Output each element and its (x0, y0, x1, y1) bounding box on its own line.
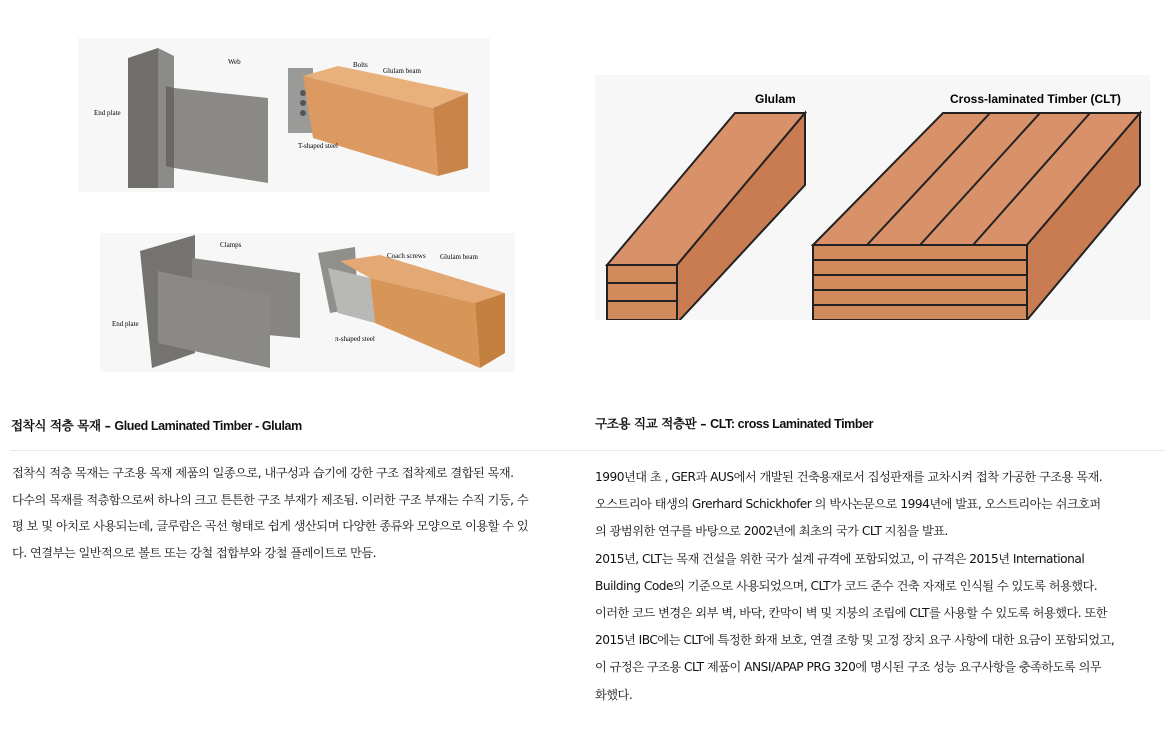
paragraph-line: 다수의 목재를 적층함으로써 하나의 크고 튼튼한 구조 부재가 제조됨. 이러한 구조 부재는 수직 기둥, 수 (12, 492, 529, 507)
glulam-heading-en: Glued Laminated Timber - Glulam (114, 419, 302, 433)
glulam-t-steel-connection-figure (78, 38, 490, 192)
label-t-steel: T-shaped steel (298, 142, 338, 150)
glulam-vs-clt-figure (595, 75, 1150, 320)
clt-heading-ko: 구조용 직교 적층판 – (595, 416, 711, 431)
label-glulam-beam-2: Glulam beam (440, 253, 478, 261)
label-bolts: Bolts (353, 61, 368, 69)
label-web: Web (228, 58, 241, 66)
paragraph-line: 이러한 코드 변경은 외부 벽, 바닥, 칸막이 벽 및 지붕의 조립에 CLT를 사용할 수 있도록 허용했다. 또한 (595, 605, 1108, 620)
label-end-plate: End plate (94, 109, 121, 117)
paragraph-line: Building Code의 기준으로 사용되었으며, CLT가 코드 준수 건축 자재로 인식될 수 있도록 허용했다. (595, 578, 1098, 593)
label-coach-screws: Coach screws (387, 252, 426, 260)
glulam-heading-ko: 접착식 적층 목재 – (11, 418, 115, 433)
section-divider (10, 450, 1165, 451)
glulam-description (12, 460, 528, 566)
paragraph-line: 1990년대 초 , GER과 AUS에서 개발된 건축용재로서 집성판재를 교차시켜 접착 가공한 구조용 목재. (595, 470, 1103, 484)
paragraph-line: 이 규정은 구조용 CLT 제품이 ANSI/APAP PRG 320에 명시된 구조 성능 요구사항을 충족하도록 의무 (595, 660, 1102, 675)
paragraph-line: 2015년, CLT는 목재 건설을 위한 국가 설계 규격에 포함되었고, 이 규격은 2015년 International (595, 551, 1085, 566)
glulam-heading (11, 416, 302, 434)
paragraph-line: 오스트리아 태생의 Grerhard Schickhofer 의 박사논문으로 1994년에 발표, 오스트리아는 쉬크호퍼 (595, 497, 1101, 512)
paragraph-line: 다. 연결부는 일반적으로 볼트 또는 강철 접합부와 강철 플레이트로 만듬. (12, 545, 377, 560)
clt-heading-en: CLT: cross Laminated Timber (710, 417, 874, 431)
paragraph-line: 접착식 적층 목재는 구조용 목재 제품의 일종으로, 내구성과 습기에 강한 구조 접착제로 결합된 목재. (12, 466, 514, 480)
clt-heading (595, 414, 873, 432)
paragraph-line: 화했다. (595, 687, 633, 702)
label-end-plate-2: End plate (112, 320, 139, 328)
label-clamps: Clamps (220, 241, 242, 249)
paragraph-line: 2015년 IBC에는 CLT에 특정한 화재 보호, 연결 조항 및 고정 장치 요구 사항에 대한 요금이 포함되었고, (595, 633, 1115, 648)
label-pi-steel: π-shaped steel (335, 335, 375, 343)
label-clt: Cross-laminated Timber (CLT) (950, 92, 1121, 106)
clt-description (595, 464, 1114, 709)
label-glulam: Glulam (755, 92, 796, 106)
paragraph-line: 의 광범위한 연구를 바탕으로 2002년에 최초의 국가 CLT 지침을 발표. (595, 524, 948, 539)
glulam-pi-steel-connection-figure (100, 233, 515, 372)
paragraph-line: 평 보 및 아치로 사용되는데, 글루람은 곡선 형태로 쉽게 생산되며 다양한 종류와 모양으로 이용할 수 있 (12, 519, 529, 533)
label-glulam-beam: Glulam beam (383, 67, 421, 75)
